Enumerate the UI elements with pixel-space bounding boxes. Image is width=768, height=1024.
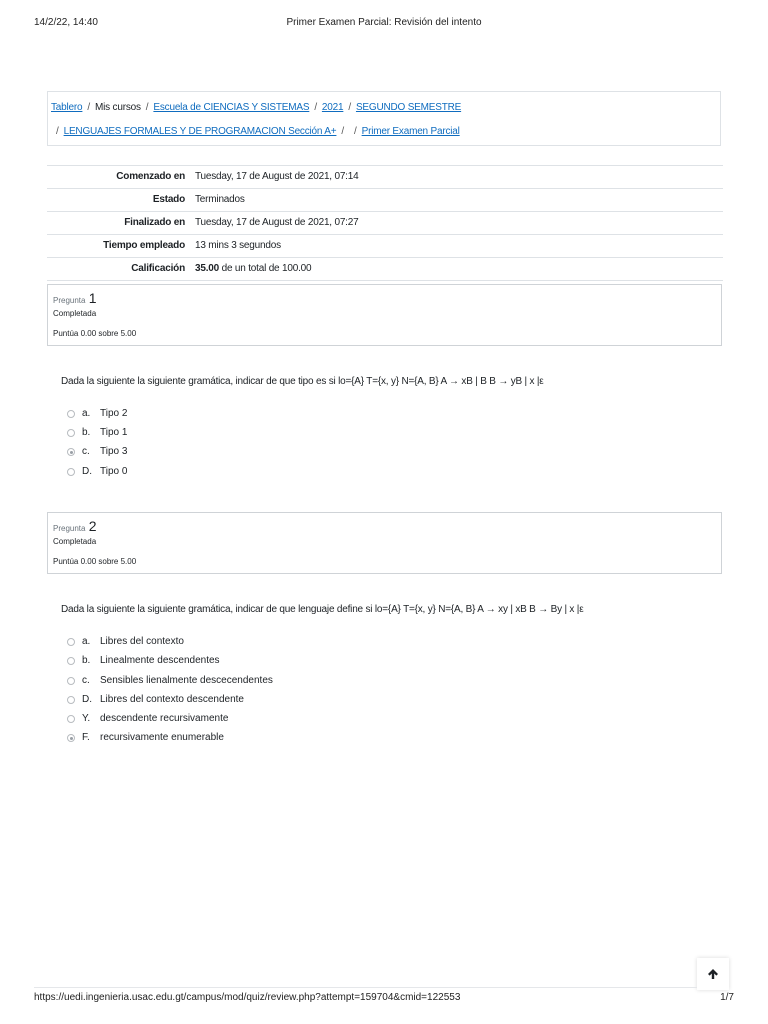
question-prefix: Pregunta (53, 296, 86, 305)
summary-value: 13 mins 3 segundos (195, 240, 281, 251)
answer-letter: D. (82, 466, 92, 477)
radio-button[interactable] (67, 715, 75, 723)
breadcrumb-separator: / (341, 126, 345, 137)
answer-letter: a. (82, 636, 91, 647)
answer-letter: Y. (82, 713, 91, 724)
question-prefix: Pregunta (53, 524, 86, 533)
answer-label: descendente recursivamente (100, 713, 229, 724)
summary-value: Tuesday, 17 de August de 2021, 07:27 (195, 217, 359, 228)
radio-button[interactable] (67, 657, 75, 665)
radio-button[interactable] (67, 468, 75, 476)
question-grade: Puntúa 0.00 sobre 5.00 (53, 557, 137, 566)
question-1-info (47, 284, 722, 346)
answer-label: Tipo 3 (100, 446, 128, 457)
answer-label: Linealmente descendentes (100, 655, 220, 666)
question-number (53, 290, 97, 306)
attempt-summary-table (47, 165, 723, 281)
question-grade: Puntúa 0.00 sobre 5.00 (53, 329, 137, 338)
answer-label: Tipo 2 (100, 408, 128, 419)
breadcrumb-separator: / (56, 126, 59, 137)
print-url: https://uedi.ingenieria.usac.edu.gt/campus/mod/quiz/review.php?attempt=159704&cmid=122553 (34, 992, 461, 1003)
summary-row-state (47, 189, 723, 212)
radio-button[interactable] (67, 696, 75, 704)
breadcrumb-separator: / (145, 102, 149, 113)
breadcrumb (47, 91, 721, 146)
print-footer (0, 992, 768, 1008)
answer-letter: c. (82, 446, 90, 457)
summary-label: Calificación (131, 263, 185, 274)
answer-label: Sensibles lienalmente descecendentes (100, 675, 273, 686)
radio-button[interactable] (67, 677, 75, 685)
breadcrumb-exam-link[interactable]: Primer Examen Parcial (361, 126, 460, 137)
summary-label: Finalizado en (124, 217, 185, 228)
answer-letter: F. (82, 732, 90, 743)
answer-letter: a. (82, 408, 91, 419)
radio-button-checked[interactable] (67, 734, 75, 742)
question-1-text: Dada la siguiente la siguiente gramática, indicar de que tipo es si lo={A} T={x, y} N={A, B} A → xB | B B → yB | x |ε (61, 376, 544, 387)
breadcrumb-year-link[interactable]: 2021 (321, 102, 344, 113)
breadcrumb-line-2 (56, 126, 460, 137)
breadcrumb-separator: / (87, 102, 90, 113)
question-state: Completada (53, 309, 97, 318)
summary-label: Tiempo empleado (103, 240, 185, 251)
arrow-up-icon (707, 968, 719, 980)
answer-letter: b. (82, 427, 91, 438)
question-2-text: Dada la siguiente la siguiente gramática, indicar de que lenguaje define si lo={A} T={x, y} N={A, B} A → xy | xB B → By | x |ε (61, 604, 584, 615)
summary-value (191, 258, 723, 281)
summary-value: Tuesday, 17 de August de 2021, 07:14 (195, 171, 359, 182)
back-to-top-button[interactable] (697, 958, 729, 990)
question-state: Completada (53, 537, 97, 546)
breadcrumb-mis-cursos: Mis cursos (95, 102, 141, 113)
grade-score: 35.00 (195, 263, 220, 274)
footer-divider (34, 987, 697, 988)
breadcrumb-escuela-link[interactable]: Escuela de CIENCIAS Y SISTEMAS (153, 102, 310, 113)
breadcrumb-separator: / (314, 102, 317, 113)
answer-label: Libres del contexto descendente (100, 694, 244, 705)
radio-button[interactable] (67, 410, 75, 418)
answer-label: Tipo 1 (100, 427, 128, 438)
breadcrumb-tablero-link[interactable]: Tablero (51, 102, 83, 113)
print-page-number: 1/7 (720, 992, 734, 1003)
summary-label: Comenzado en (116, 171, 185, 182)
radio-button-checked[interactable] (67, 448, 75, 456)
question-number (53, 518, 97, 534)
answer-label: Libres del contexto (100, 636, 184, 647)
grade-total: de un total de 100.00 (219, 263, 312, 274)
breadcrumb-separator: / (354, 126, 357, 137)
answer-label: recursivamente enumerable (100, 732, 224, 743)
radio-button[interactable] (67, 429, 75, 437)
print-date: 14/2/22, 14:40 (34, 17, 98, 28)
breadcrumb-separator: / (348, 102, 351, 113)
breadcrumb-course-link[interactable]: LENGUAJES FORMALES Y DE PROGRAMACION Sección A+ (63, 126, 337, 137)
summary-row-started (47, 166, 723, 189)
question-number-value: 2 (88, 518, 97, 534)
summary-row-time-taken (47, 235, 723, 258)
answer-letter: D. (82, 694, 92, 705)
radio-button[interactable] (67, 638, 75, 646)
summary-row-finished (47, 212, 723, 235)
answer-letter: c. (82, 675, 90, 686)
summary-value: Terminados (195, 194, 245, 205)
answer-letter: b. (82, 655, 91, 666)
print-header (0, 17, 768, 33)
summary-row-grade (47, 258, 723, 281)
breadcrumb-semester-link[interactable]: SEGUNDO SEMESTRE (355, 102, 462, 113)
question-number-value: 1 (88, 290, 97, 306)
breadcrumb-line-1 (51, 102, 461, 113)
print-title: Primer Examen Parcial: Revisión del intento (286, 17, 482, 28)
question-2-info (47, 512, 722, 574)
answer-label: Tipo 0 (100, 466, 128, 477)
summary-label: Estado (152, 194, 185, 205)
